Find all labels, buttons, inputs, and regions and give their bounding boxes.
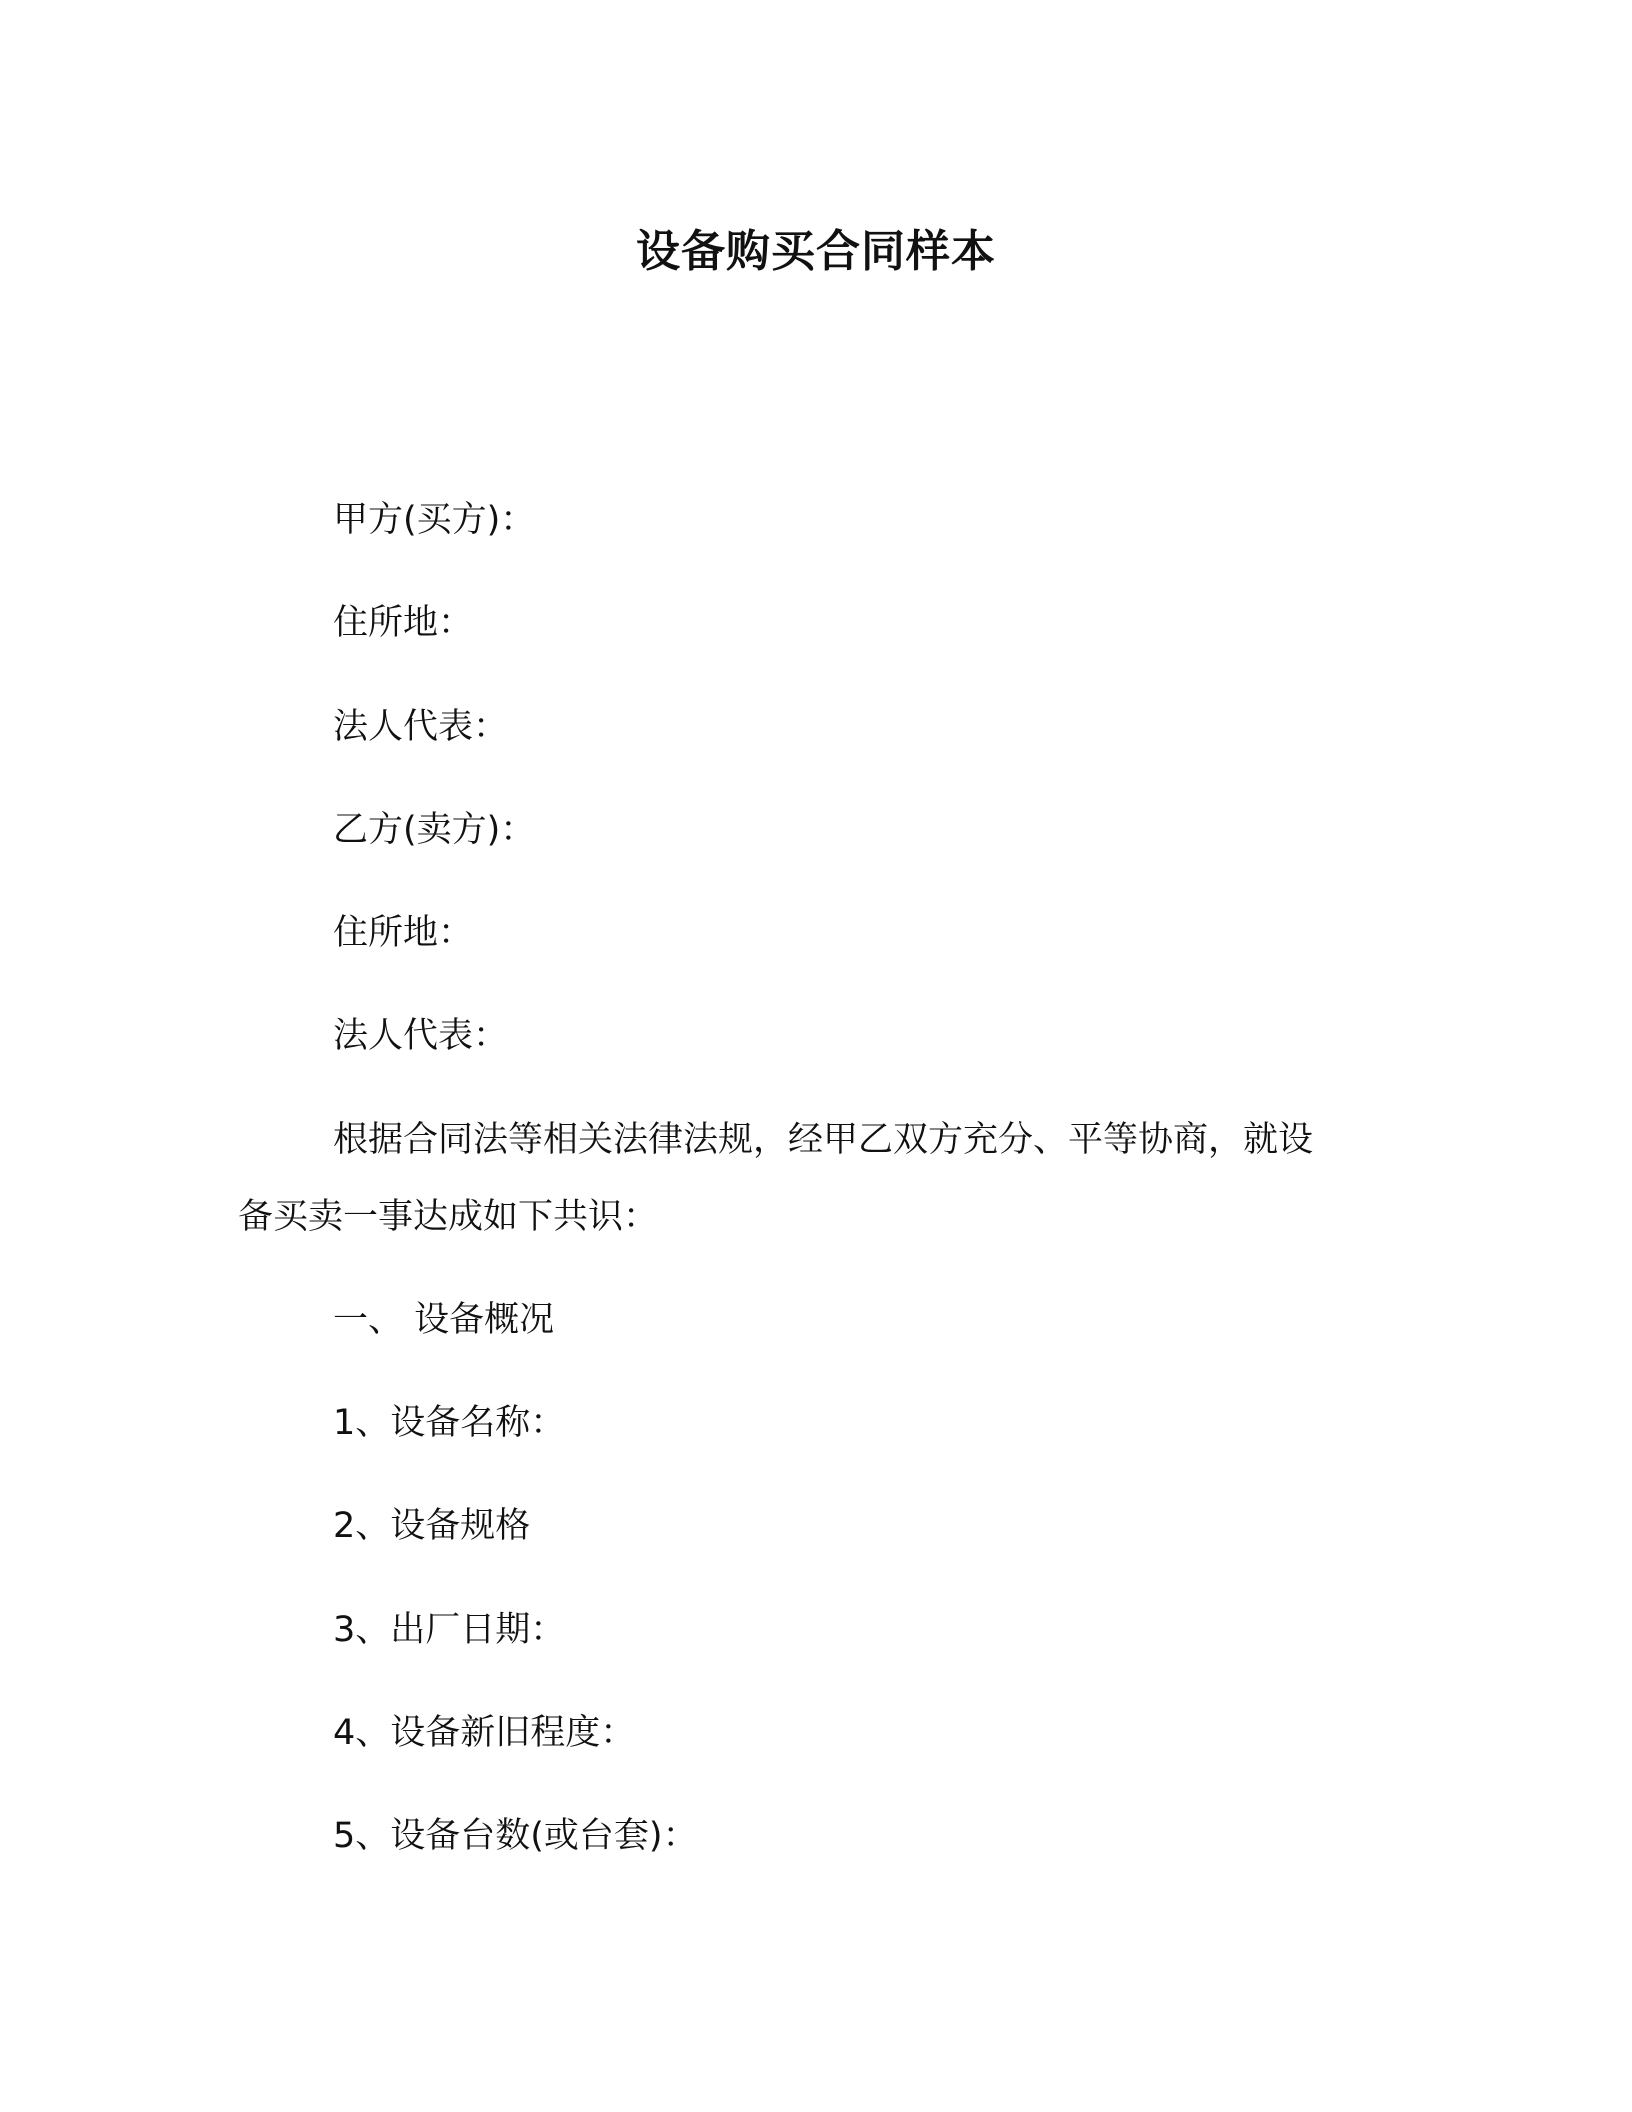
party-b-legal-rep-label: 法人代表： xyxy=(333,1016,509,1056)
section-1-item: 2、设备规格 xyxy=(333,1506,531,1546)
party-b-label: 乙方(卖方)： xyxy=(333,810,536,850)
preamble-line-1: 根据合同法等相关法律法规，经甲乙双方充分、平等协商，就设 xyxy=(333,1120,1314,1160)
preamble-line-2: 备买卖一事达成如下共识： xyxy=(238,1197,659,1237)
section-1-item: 4、设备新旧程度： xyxy=(333,1713,636,1753)
section-1-item: 1、设备名称： xyxy=(333,1403,566,1443)
section-1-item: 5、设备台数(或台套)： xyxy=(333,1816,698,1856)
section-1-heading: 一、 设备概况 xyxy=(333,1300,555,1340)
party-a-address-label: 住所地： xyxy=(333,603,474,643)
party-b-address-label: 住所地： xyxy=(333,913,474,953)
document-title: 设备购买合同样本 xyxy=(636,226,996,277)
party-a-label: 甲方(买方)： xyxy=(333,500,536,540)
section-1-item: 3、出厂日期： xyxy=(333,1610,566,1650)
party-a-legal-rep-label: 法人代表： xyxy=(333,707,509,747)
